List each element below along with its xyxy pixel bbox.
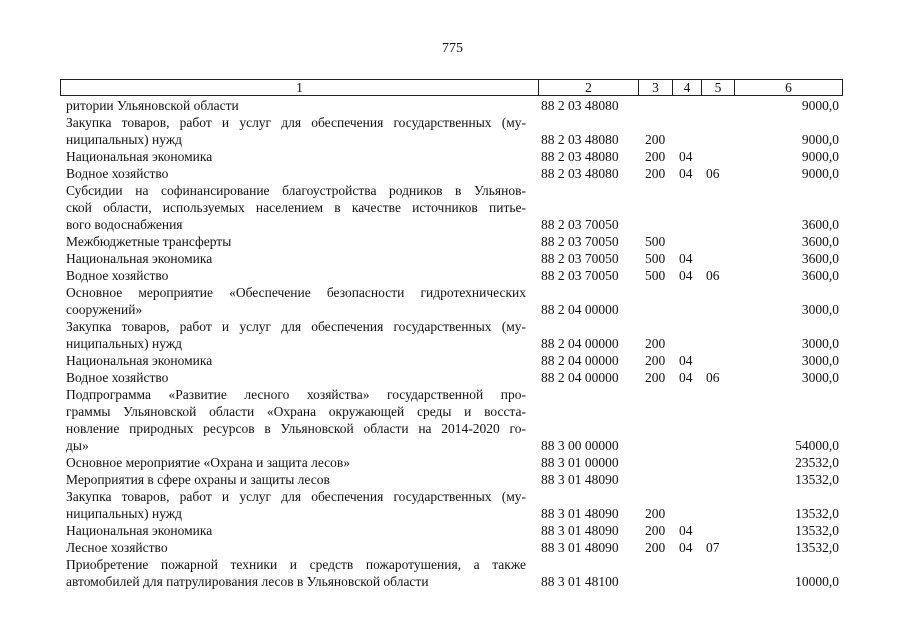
budget-code: 88 2 03 48080 [541,149,619,164]
row-description [66,386,526,454]
table-header [60,79,843,96]
row-description [66,522,526,539]
expense-type: 200 [645,166,666,181]
description-line: Субсидии на софинансирование благоустройства родников в Ульянов- [66,183,526,198]
section-code: 04 [679,353,693,368]
amount: 3600,0 [801,217,839,232]
amount: 3600,0 [801,251,839,266]
row-description [66,250,526,267]
amount: 3000,0 [801,353,839,368]
row-description [66,488,526,522]
row-description [66,233,526,250]
description-line: Закупка товаров, работ и услуг для обеспечения государственных (му- [66,319,526,334]
amount: 13532,0 [795,506,839,521]
budget-code: 88 3 01 48090 [541,540,619,555]
budget-code: 88 2 03 48080 [541,132,619,147]
description-line: Межбюджетные трансферты [66,234,232,249]
row-description [66,454,526,471]
budget-code: 88 3 01 00000 [541,455,619,470]
section-code: 04 [679,540,693,555]
budget-code: 88 2 03 70050 [541,268,619,283]
section-code: 04 [679,523,693,538]
row-description [66,318,526,352]
description-line: Мероприятия в сфере охраны и защиты лесов [66,472,330,487]
description-line: Национальная экономика [66,149,213,164]
row-description [66,148,526,165]
expense-type: 200 [645,523,666,538]
description-line: Лесное хозяйство [66,540,168,555]
amount: 13532,0 [795,523,839,538]
description-line: новление природных ресурсов в Ульяновской области на 2014-2020 го- [66,421,526,436]
row-description [66,182,526,233]
budget-code: 88 3 01 48090 [541,472,619,487]
amount: 54000,0 [795,438,839,453]
description-line: ритории Ульяновской области [66,98,239,113]
header-col-6: 6 [734,80,842,95]
row-description [66,352,526,369]
description-line: автомобилей для патрулирования лесов в Ульяновской области [66,574,429,589]
description-line: Основное мероприятие «Обеспечение безопасности гидротехнических [66,285,526,300]
description-line: ды» [66,438,89,453]
table-row [0,522,905,539]
expense-type: 500 [645,234,666,249]
description-line: Основное мероприятие «Охрана и защита лесов» [66,455,351,470]
section-code: 04 [679,370,693,385]
table-row [0,97,905,114]
subsection-code: 06 [706,268,720,283]
budget-code: 88 2 03 48080 [541,166,619,181]
description-line: Приобретение пожарной техники и средств пожаротушения, а также [66,557,526,572]
description-line: Закупка товаров, работ и услуг для обеспечения государственных (му- [66,115,526,130]
budget-code: 88 2 03 48080 [541,98,619,113]
header-col-2: 2 [538,80,638,95]
header-col-4: 4 [672,80,701,95]
amount: 23532,0 [795,455,839,470]
table-body [0,97,905,590]
expense-type: 200 [645,336,666,351]
budget-code: 88 2 04 00000 [541,302,619,317]
description-line: вого водоснабжения [66,217,183,232]
description-line: Подпрограмма «Развитие лесного хозяйства» государственной про- [66,387,526,402]
expense-type: 200 [645,132,666,147]
table-row [0,488,905,522]
expense-type: 200 [645,540,666,555]
table-row [0,233,905,250]
amount: 13532,0 [795,472,839,487]
table-row [0,114,905,148]
table-row [0,352,905,369]
table-row [0,471,905,488]
description-line: ниципальных) нужд [66,132,183,147]
expense-type: 200 [645,506,666,521]
row-description [66,284,526,318]
description-line: ниципальных) нужд [66,506,183,521]
description-line: ской области, используемых населением в качестве источников питье- [66,200,526,215]
subsection-code: 06 [706,370,720,385]
expense-type: 200 [645,149,666,164]
section-code: 04 [679,251,693,266]
amount: 3000,0 [801,302,839,317]
page-number: 775 [442,41,463,56]
table-row [0,165,905,182]
row-description [66,267,526,284]
amount: 3000,0 [801,336,839,351]
description-line: Водное хозяйство [66,166,169,181]
row-description [66,556,526,590]
table-row [0,182,905,233]
description-line: ниципальных) нужд [66,336,183,351]
budget-code: 88 2 04 00000 [541,353,619,368]
budget-code: 88 3 01 48090 [541,523,619,538]
table-row [0,284,905,318]
amount: 9000,0 [801,149,839,164]
header-col-3: 3 [638,80,672,95]
row-description [66,471,526,488]
expense-type: 500 [645,268,666,283]
budget-code: 88 2 04 00000 [541,336,619,351]
expense-type: 200 [645,353,666,368]
section-code: 04 [679,268,693,283]
description-line: Национальная экономика [66,251,213,266]
budget-code: 88 3 01 48090 [541,506,619,521]
amount: 3000,0 [801,370,839,385]
budget-code: 88 3 00 00000 [541,438,619,453]
budget-code: 88 3 01 48100 [541,574,619,589]
amount: 3600,0 [801,268,839,283]
expense-type: 200 [645,370,666,385]
header-col-5: 5 [701,80,734,95]
table-row [0,148,905,165]
section-code: 04 [679,149,693,164]
expense-type: 500 [645,251,666,266]
description-line: Закупка товаров, работ и услуг для обеспечения государственных (му- [66,489,526,504]
subsection-code: 07 [706,540,720,555]
header-col-1: 1 [296,80,303,95]
table-row [0,454,905,471]
table-row [0,267,905,284]
subsection-code: 06 [706,166,720,181]
budget-code: 88 2 04 00000 [541,370,619,385]
table-row [0,386,905,454]
table-row [0,539,905,556]
amount: 3600,0 [801,234,839,249]
row-description [66,165,526,182]
description-line: граммы Ульяновской области «Охрана окружающей среды и восста- [66,404,526,419]
description-line: Водное хозяйство [66,268,169,283]
table-row [0,250,905,267]
amount: 10000,0 [795,574,839,589]
row-description [66,114,526,148]
table-row [0,318,905,352]
table-row [0,369,905,386]
budget-code: 88 2 03 70050 [541,234,619,249]
amount: 9000,0 [801,98,839,113]
description-line: Национальная экономика [66,523,213,538]
amount: 13532,0 [795,540,839,555]
section-code: 04 [679,166,693,181]
amount: 9000,0 [801,132,839,147]
amount: 9000,0 [801,166,839,181]
description-line: сооружений» [66,302,143,317]
table-row [0,556,905,590]
row-description [66,539,526,556]
row-description [66,369,526,386]
row-description [66,97,526,114]
description-line: Водное хозяйство [66,370,169,385]
description-line: Национальная экономика [66,353,213,368]
budget-code: 88 2 03 70050 [541,217,619,232]
budget-code: 88 2 03 70050 [541,251,619,266]
